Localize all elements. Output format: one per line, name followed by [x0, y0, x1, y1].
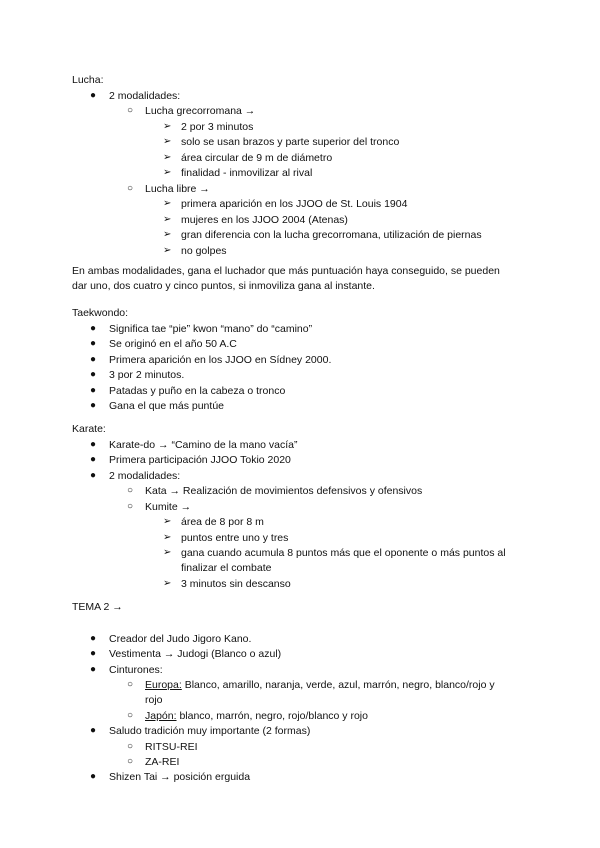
list-item: finalidad - inmovilizar al rival [181, 167, 313, 179]
arrow-bullet-icon: ➢ [163, 229, 172, 240]
taekwondo-heading: Taekwondo: [72, 307, 129, 319]
arrow-bullet-icon: ➢ [163, 214, 172, 225]
circle-bullet-icon: ○ [127, 741, 134, 752]
bullet-icon: ● [90, 454, 97, 465]
list-item: área de 8 por 8 m [181, 516, 264, 528]
list-item: no golpes [181, 245, 227, 257]
circle-bullet-icon: ○ [127, 485, 134, 496]
bullet-icon: ● [90, 385, 97, 396]
bullet-icon: ● [90, 633, 97, 644]
bullet-icon: ● [90, 470, 97, 481]
list-item: 3 minutos sin descanso [181, 578, 291, 590]
list-item: Significa tae “pie” kwon “mano” do “camino” [109, 323, 313, 335]
list-item: 3 por 2 minutos. [109, 369, 185, 381]
circle-bullet-icon: ○ [127, 105, 134, 116]
lucha-modalities: 2 modalidades: [109, 90, 181, 102]
japan-label: Japón: [145, 710, 177, 722]
list-item: Patadas y puño en la cabeza o tronco [109, 385, 286, 397]
list-item: Primera participación JJOO Tokio 2020 [109, 454, 291, 466]
lucha-paragraph: dar uno, dos cuatro y cinco puntos, si inmoviliza gana al instante. [72, 280, 375, 292]
circle-bullet-icon: ○ [127, 756, 134, 767]
bullet-icon: ● [90, 354, 97, 365]
bullet-icon: ● [90, 338, 97, 349]
bullet-icon: ● [90, 664, 97, 675]
greco-label: Lucha grecorromana → [145, 105, 256, 117]
list-item: primera aparición en los JJOO de St. Louis 1904 [181, 198, 408, 210]
europe-continuation: rojo [145, 694, 163, 706]
list-item: gana cuando acumula 8 puntos más que el oponente o más puntos al [181, 547, 506, 559]
bullet-icon: ● [90, 725, 97, 736]
bullet-icon: ● [90, 90, 97, 101]
circle-bullet-icon: ○ [127, 679, 134, 690]
list-item: Creador del Judo Jigoro Kano. [109, 633, 252, 645]
arrow-bullet-icon: ➢ [163, 516, 172, 527]
list-item: puntos entre uno y tres [181, 532, 289, 544]
arrow-bullet-icon: ➢ [163, 532, 172, 543]
europe-item [145, 678, 495, 692]
list-item: mujeres en los JJOO 2004 (Atenas) [181, 214, 348, 226]
bullet-icon: ● [90, 369, 97, 380]
belts-label: Cinturones: [109, 664, 163, 676]
arrow-bullet-icon: ➢ [163, 198, 172, 209]
list-item: ZA-REI [145, 756, 180, 768]
lucha-paragraph: En ambas modalidades, gana el luchador que más puntuación haya conseguido, se pueden [72, 265, 500, 277]
greeting-label: Saludo tradición muy importante (2 formas) [109, 725, 311, 737]
bullet-icon: ● [90, 400, 97, 411]
arrow-bullet-icon: ➢ [163, 152, 172, 163]
kumite-label: Kumite → [145, 501, 192, 513]
list-item: Primera aparición en los JJOO en Sídney 2000. [109, 354, 332, 366]
japan-item [145, 709, 368, 723]
arrow-bullet-icon: ➢ [163, 167, 172, 178]
list-item: 2 por 3 minutos [181, 121, 254, 133]
bullet-icon: ● [90, 323, 97, 334]
list-item: Karate-do → “Camino de la mano vacía” [109, 439, 298, 451]
arrow-bullet-icon: ➢ [163, 578, 172, 589]
kata-item: Kata → Realización de movimientos defensivos y ofensivos [145, 485, 423, 497]
bullet-icon: ● [90, 648, 97, 659]
japan-text: blanco, marrón, negro, rojo/blanco y rojo [179, 710, 368, 722]
list-item: Shizen Tai → posición erguida [109, 771, 251, 783]
list-item: solo se usan brazos y parte superior del tronco [181, 136, 400, 148]
bullet-icon: ● [90, 439, 97, 450]
list-item: gran diferencia con la lucha grecorromana, utilización de piernas [181, 229, 482, 241]
karate-heading: Karate: [72, 423, 106, 435]
list-item: Vestimenta → Judogi (Blanco o azul) [109, 648, 282, 660]
arrow-bullet-icon: ➢ [163, 245, 172, 256]
list-item: 2 modalidades: [109, 470, 181, 482]
arrow-bullet-icon: ➢ [163, 121, 172, 132]
lucha-heading: Lucha: [72, 74, 104, 86]
bullet-icon: ● [90, 771, 97, 782]
libre-label: Lucha libre → [145, 183, 210, 195]
list-item: RITSU-REI [145, 741, 198, 753]
circle-bullet-icon: ○ [127, 710, 134, 721]
europe-text: Blanco, amarillo, naranja, verde, azul, marrón, negro, blanco/rojo y [184, 679, 495, 691]
europe-label: Europa: [145, 679, 182, 691]
list-item: Gana el que más puntúe [109, 400, 224, 412]
list-item-continuation: finalizar el combate [181, 562, 272, 574]
arrow-bullet-icon: ➢ [163, 547, 172, 558]
tema2-heading: TEMA 2 → [72, 601, 123, 613]
circle-bullet-icon: ○ [127, 183, 134, 194]
circle-bullet-icon: ○ [127, 501, 134, 512]
list-item: área circular de 9 m de diámetro [181, 152, 333, 164]
arrow-bullet-icon: ➢ [163, 136, 172, 147]
list-item: Se originó en el año 50 A.C [109, 338, 237, 350]
